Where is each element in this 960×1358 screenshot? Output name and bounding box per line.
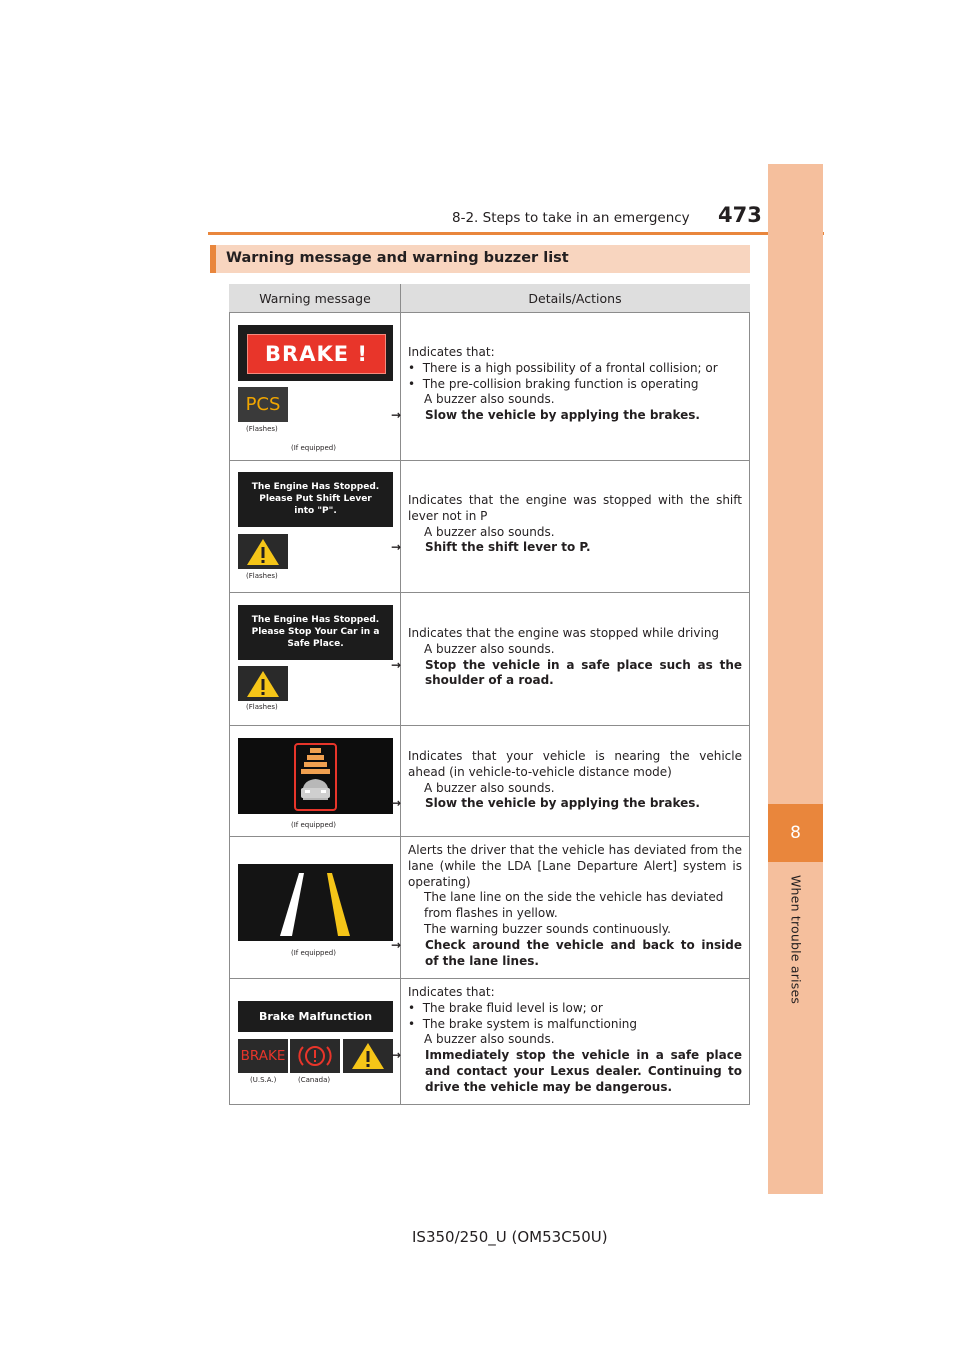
col-header-warning-message: Warning message: [229, 284, 401, 313]
row-divider: [229, 592, 750, 593]
brake-indicator-icon: BRAKE: [238, 1039, 288, 1073]
col-header-details: Details/Actions: [400, 284, 750, 313]
footer-model: IS350/250_U (OM53C50U): [412, 1228, 608, 1246]
warning-triangle-icon: [343, 1039, 393, 1073]
page-number: 473: [718, 203, 762, 227]
caption-flashes: (Flashes): [246, 703, 278, 711]
section-heading: [210, 245, 750, 273]
row5-details: Alerts the driver that the vehicle has deviated from the lane (while the LDA [Lane Departure Alert] system is operating) The lane line on the side the vehicle has deviated from flashes in yellow. The warning buzzer sounds continuously. → Check around the vehicle and back to inside of the lane lines.: [391, 843, 742, 968]
warning-triangle-icon: [238, 666, 288, 701]
row-divider: [229, 978, 750, 979]
caption-if-equipped: (If equipped): [291, 444, 336, 452]
caption-canada: (Canada): [298, 1076, 331, 1084]
row3-details: Indicates that the engine was stopped while driving A buzzer also sounds. → Stop the vehicle in a safe place such as the shoulder of a road.: [391, 626, 742, 688]
engine-stopped-safe-place-display: The Engine Has Stopped. Please Stop Your Car in a Safe Place.: [238, 605, 393, 660]
arrow-icon: →: [391, 1048, 402, 1063]
warning-triangle-icon: [238, 534, 288, 569]
chapter-number: 8: [768, 804, 823, 862]
vehicle-approach-display: [238, 738, 393, 814]
pcs-indicator-icon: PCS: [238, 387, 288, 422]
chapter-title: When trouble arises: [788, 875, 804, 1005]
header-rule: [208, 232, 824, 235]
row6-details: Indicates that: • The brake fluid level is low; or • The brake system is malfunctioning A buzzer also sounds. → Immediately stop the vehicle in a safe place and contact your Lexus dealer. Continuing to drive the vehicle may be dangerous.: [391, 985, 742, 1094]
row-divider: [229, 725, 750, 726]
engine-stopped-shift-display: The Engine Has Stopped. Please Put Shift Lever into "P".: [238, 472, 393, 527]
arrow-icon: →: [391, 408, 402, 423]
brake-warning-display: [238, 325, 393, 381]
row2-details: Indicates that the engine was stopped with the shift lever not in P A buzzer also sounds. → Shift the shift lever to P.: [391, 493, 742, 555]
row4-details: Indicates that your vehicle is nearing the vehicle ahead (in vehicle-to-vehicle distance mode) A buzzer also sounds. → Slow the vehicle by applying the brakes.: [391, 749, 742, 811]
row-divider: [229, 836, 750, 837]
row1-details: Indicates that: • There is a high possibility of a frontal collision; or • The pre-collision braking function is operating A buzzer also sounds. → Slow the vehicle by applying the brakes.: [391, 345, 718, 423]
brake-malfunction-display: Brake Malfunction: [238, 1001, 393, 1032]
chapter-side-tab: [768, 164, 823, 1194]
brake-display-text: BRAKE !: [265, 342, 368, 366]
caption-flashes: (Flashes): [246, 425, 278, 433]
caption-flashes: (Flashes): [246, 572, 278, 580]
brake-circle-icon: [290, 1039, 340, 1073]
lane-lines-icon: [238, 864, 393, 941]
arrow-icon: →: [391, 657, 402, 672]
caption-if-equipped: (If equipped): [291, 821, 336, 829]
arrow-icon: →: [391, 937, 402, 952]
caption-usa: (U.S.A.): [250, 1076, 277, 1084]
section-heading-text: Warning message and warning buzzer list: [226, 250, 569, 266]
caption-if-equipped: (If equipped): [291, 949, 336, 957]
section-header: 8-2. Steps to take in an emergency: [452, 210, 690, 226]
car-proximity-icon: [238, 738, 393, 814]
column-divider: [400, 284, 401, 1105]
row-divider: [229, 460, 750, 461]
arrow-icon: →: [391, 540, 402, 555]
arrow-icon: →: [391, 796, 402, 811]
lane-departure-display: [238, 864, 393, 941]
